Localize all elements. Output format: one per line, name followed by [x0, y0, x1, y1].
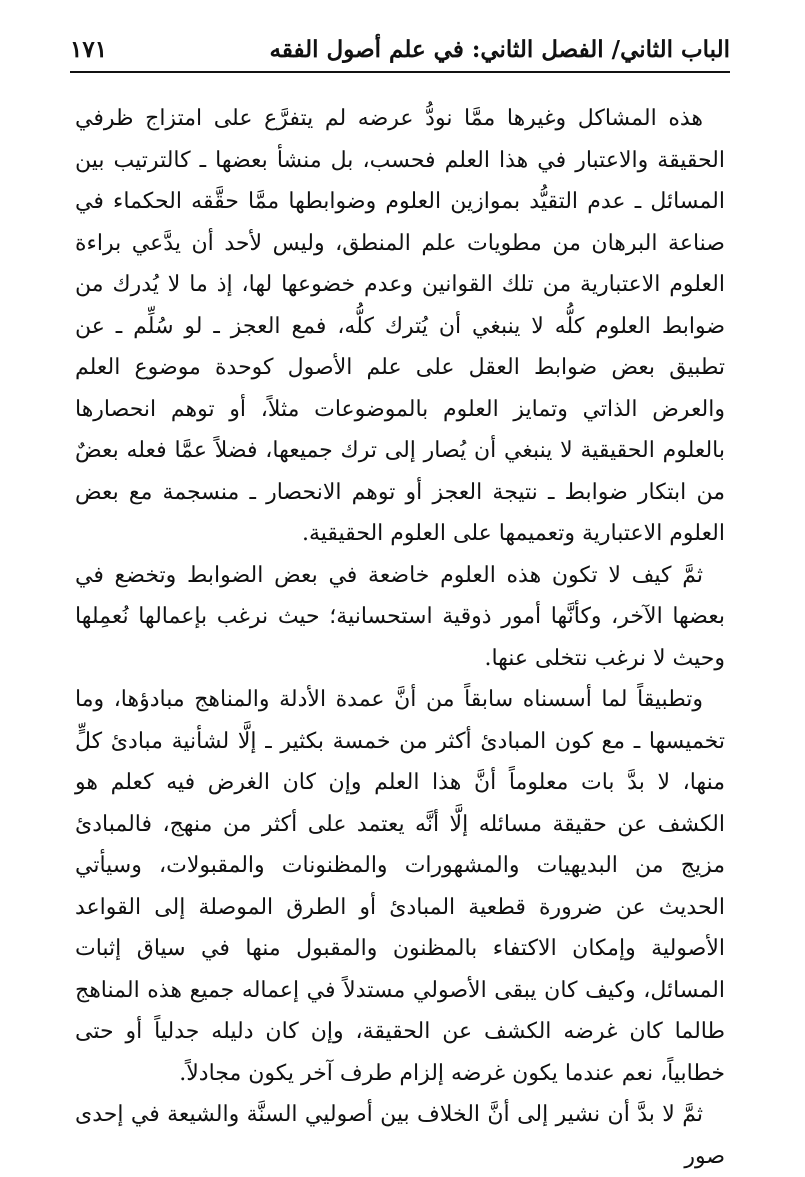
page-number: ١٧١ — [70, 35, 108, 63]
paragraph: ثمَّ كيف لا تكون هذه العلوم خاضعة في بعض الضوابط وتخضع في بعضها الآخر، وكأنَّها أمور ذوقية استحسانية؛ حيث نرغب بإعمالها نُعمِلها وحيث لا نرغب نتخلى عنها. — [75, 562, 725, 671]
main-text — [75, 98, 725, 1177]
paragraph: ثمَّ لا بدَّ أن نشير إلى أنَّ الخلاف بين أصوليي السنَّة والشيعة في إحدى صور — [75, 1102, 725, 1169]
paragraph: هذه المشاكل وغيرها ممَّا نودُّ عرضه لم يتفرَّع على امتزاج ظرفي الحقيقة والاعتبار في هذا العلم فحسب، بل منشأ بعضها ـ كالترتيب بين المسائل ـ عدم التقيُّد بموازين العلوم وضوابطها ممَّا حقَّقه الحكماء في صناعة البرهان من مطويات علم المنطق، وليس لأحد أن يدَّعي براءة العلوم الاعتبارية من تلك القوانين وعدم خضوعها لها، إذ ما لا يُدرك من ضوابط العلوم كلُّه لا ينبغي أن يُترك كلُّه، فمع العجز ـ لو سُلِّم ـ عن تطبيق بعض ضوابط العقل على علم الأصول كوحدة موضوع العلم والعرض الذاتي وتمايز العلوم بالموضوعات مثلاً، أو توهم انحصارها بالعلوم الحقيقية لا ينبغي أن يُصار إلى ترك جميعها، فضلاً عمَّا فعله بعضٌ من ابتكار ضوابط ـ نتيجة العجز أو توهم الانحصار ـ منسجمة مع بعض العلوم الاعتبارية وتعميمها على العلوم الحقيقية. — [75, 106, 725, 546]
header-divider — [70, 71, 730, 73]
running-header — [70, 30, 730, 68]
paragraph: وتطبيقاً لما أسسناه سابقاً من أنَّ عمدة الأدلة والمناهج مبادؤها، وما تخميسها ـ مع كون المبادئ أكثر من خمسة بكثير ـ إلَّا لشأنية مبادئ كلٍّ منها، لا بدَّ بات معلوماً أنَّ هذا العلم وإن كان الغرض فيه كعلم هو الكشف عن حقيقة مسائله إلَّا أنَّه يعتمد على أكثر من منهج، فالمبادئ مزيج من البديهيات والمشهورات والمظنونات والمقبولات، وسيأتي الحديث عن ضرورة قطعية المبادئ أو الطرق الموصلة إلى القواعد الأصولية وإمكان الاكتفاء بالمظنون والمقبول منها في سياق إثبات المسائل، وكيف كان يبقى الأصولي مستدلاً في إعماله جميع هذه المناهج طالما كان غرضه الكشف عن الحقيقة، وإن كان دليله جدلياً أو حتى خطابياً، نعم عندما يكون غرضه إلزام طرف آخر يكون مجادلاً. — [75, 687, 725, 1086]
chapter-title: الباب الثاني/ الفصل الثاني: في علم أصول الفقه — [269, 35, 730, 63]
